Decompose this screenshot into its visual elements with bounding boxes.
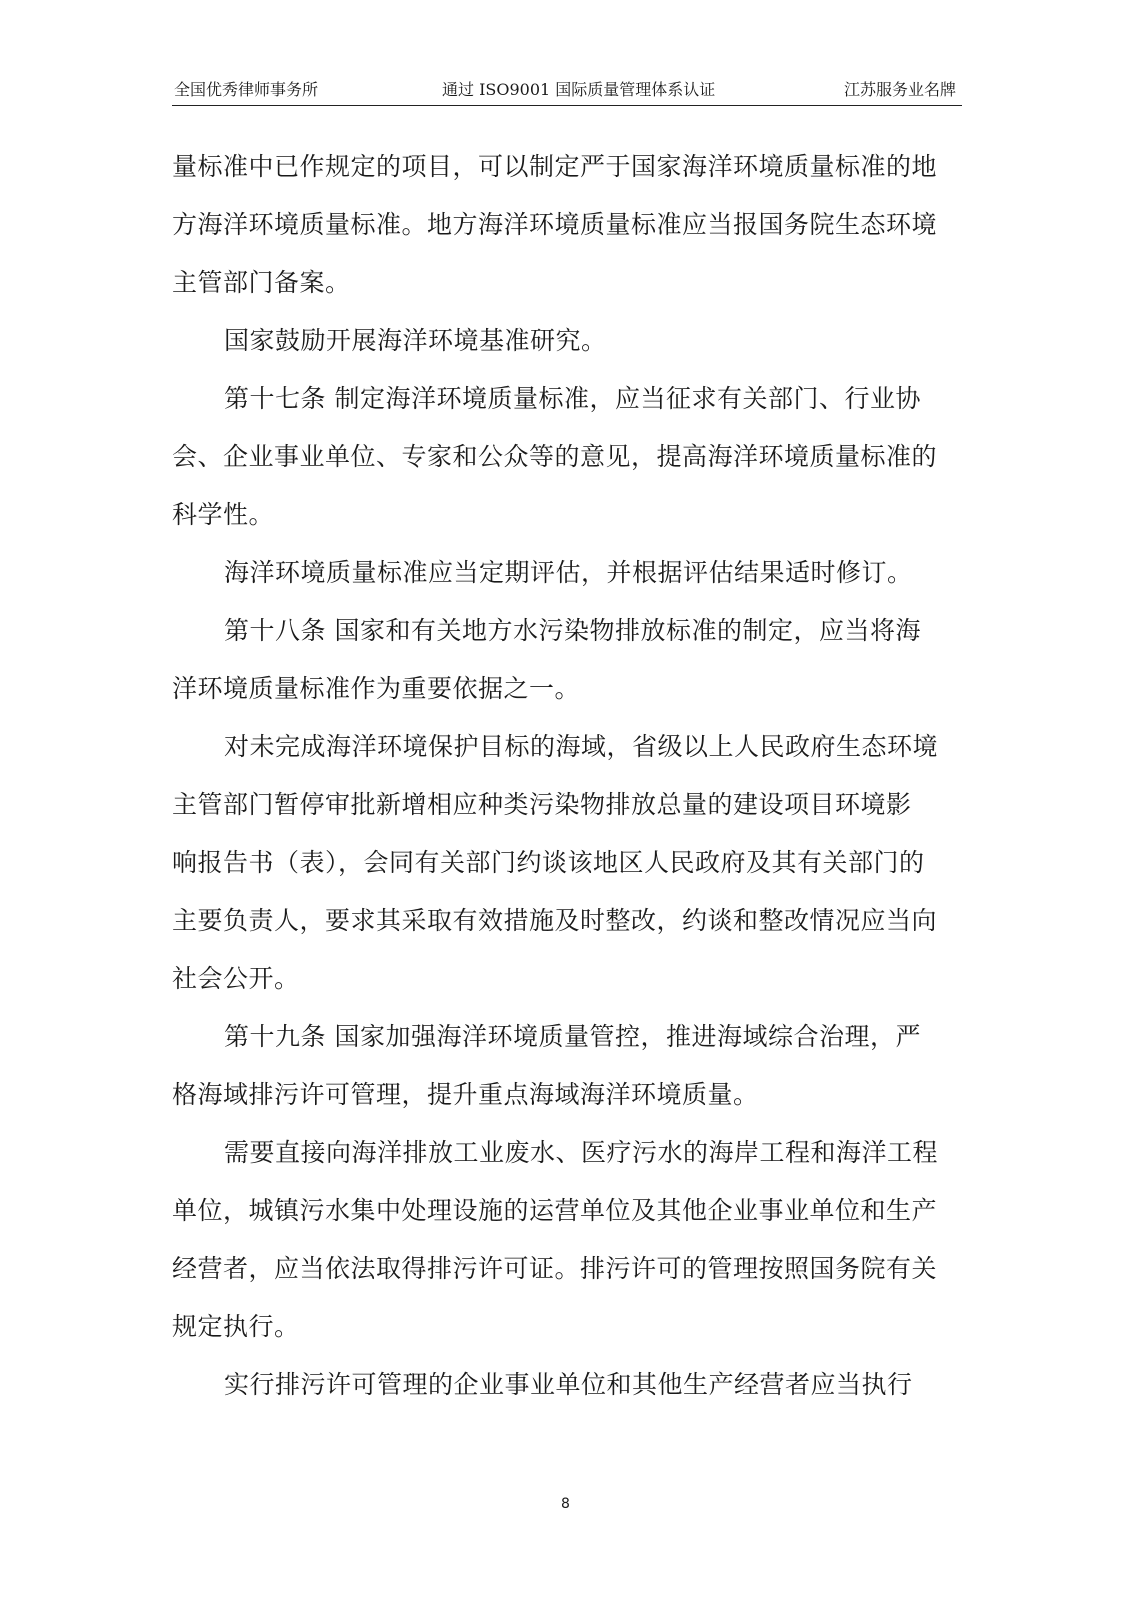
- article-17-start: 第十七条 制定海洋环境质量标准，应当征求有关部门、行业协: [224, 384, 921, 413]
- paragraph-start: 需要直接向海洋排放工业废水、医疗污水的海岸工程和海洋工程: [224, 1138, 939, 1167]
- paragraph-start: 实行排污许可管理的企业事业单位和其他生产经营者应当执行: [224, 1370, 913, 1399]
- text-line: 洋环境质量标准作为重要依据之一。: [172, 674, 581, 703]
- header-brand: 江苏服务业名牌: [843, 80, 956, 99]
- text-line: 主管部门暂停审批新增相应种类污染物排放总量的建设项目环境影: [172, 790, 912, 819]
- page-number: 8: [561, 1496, 570, 1512]
- header-certification: 通过 ISO9001 国际质量管理体系认证: [442, 80, 716, 99]
- text-line: 规定执行。: [172, 1312, 300, 1341]
- text-line: 主要负责人，要求其采取有效措施及时整改，约谈和整改情况应当向: [172, 906, 938, 935]
- article-18-start: 第十八条 国家和有关地方水污染物排放标准的制定，应当将海: [224, 616, 921, 645]
- text-line: 格海域排污许可管理，提升重点海域海洋环境质量。: [172, 1080, 759, 1109]
- text-line: 响报告书（表），会同有关部门约谈该地区人民政府及其有关部门的: [172, 848, 925, 877]
- text-line: 方海洋环境质量标准。地方海洋环境质量标准应当报国务院生态环境: [172, 210, 938, 239]
- paragraph-start: 国家鼓励开展海洋环境基准研究。: [224, 326, 607, 355]
- text-line: 经营者，应当依法取得排污许可证。排污许可的管理按照国务院有关: [172, 1254, 938, 1283]
- text-line: 量标准中已作规定的项目，可以制定严于国家海洋环境质量标准的地: [172, 152, 938, 181]
- article-19-start: 第十九条 国家加强海洋环境质量管控，推进海域综合治理，严: [224, 1022, 921, 1051]
- text-line: 单位，城镇污水集中处理设施的运营单位及其他企业事业单位和生产: [172, 1196, 938, 1225]
- text-line: 科学性。: [172, 500, 275, 529]
- page-header: [172, 79, 962, 106]
- text-line: 主管部门备案。: [172, 268, 351, 297]
- header-firm-title: 全国优秀律师事务所: [174, 80, 319, 99]
- text-line: 会、企业事业单位、专家和公众等的意见，提高海洋环境质量标准的: [172, 442, 938, 471]
- document-body: [172, 138, 972, 1414]
- text-line: 社会公开。: [172, 964, 300, 993]
- paragraph-start: 海洋环境质量标准应当定期评估，并根据评估结果适时修订。: [224, 558, 913, 587]
- paragraph-start: 对未完成海洋环境保护目标的海域，省级以上人民政府生态环境: [224, 732, 939, 761]
